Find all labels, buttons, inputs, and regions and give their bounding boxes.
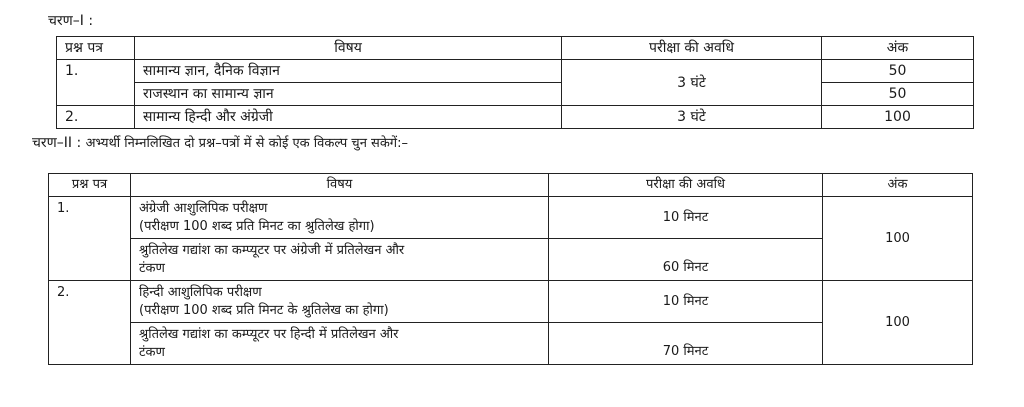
subject-line: श्रुतिलेख गद्यांश का कम्प्यूटर पर हिन्दी में प्रतिलेखन और bbox=[139, 326, 399, 342]
column-header-paper: प्रश्न पत्र bbox=[57, 37, 135, 60]
subject-line: श्रुतिलेख गद्यांश का कम्प्यूटर पर अंग्रेजी में प्रतिलेखन और bbox=[139, 242, 405, 258]
column-header-marks: अंक bbox=[823, 174, 973, 197]
paper-number: 1. bbox=[57, 60, 135, 106]
column-header-duration: परीक्षा की अवधि bbox=[549, 174, 823, 197]
duration-cell: 70 मिनट bbox=[549, 323, 823, 365]
paper-number: 2. bbox=[57, 106, 135, 129]
column-header-duration: परीक्षा की अवधि bbox=[562, 37, 822, 60]
column-header-subject: विषय bbox=[131, 174, 549, 197]
subject-line: टंकण bbox=[139, 344, 165, 360]
marks-cell: 100 bbox=[822, 106, 974, 129]
stage2-table bbox=[48, 173, 973, 365]
table-row bbox=[57, 60, 974, 83]
marks-cell: 100 bbox=[823, 281, 973, 365]
marks-cell: 50 bbox=[822, 83, 974, 106]
subject-cell bbox=[131, 239, 549, 281]
table-row bbox=[57, 83, 974, 106]
subject-cell: सामान्य हिन्दी और अंग्रेजी bbox=[135, 106, 562, 129]
subject-cell bbox=[131, 323, 549, 365]
stage1-heading: चरण–I : bbox=[48, 13, 94, 29]
subject-line: अंग्रेजी आशुलिपिक परीक्षण bbox=[139, 200, 268, 216]
paper-number: 2. bbox=[49, 281, 131, 365]
duration-cell: 3 घंटे bbox=[562, 60, 822, 106]
column-header-marks: अंक bbox=[822, 37, 974, 60]
subject-line: टंकण bbox=[139, 260, 165, 276]
subject-line: हिन्दी आशुलिपिक परीक्षण bbox=[139, 284, 262, 300]
marks-cell: 50 bbox=[822, 60, 974, 83]
stage2-heading bbox=[32, 134, 408, 153]
stage2-label: चरण–II : bbox=[32, 135, 82, 151]
stage1-table bbox=[56, 36, 974, 129]
subject-cell bbox=[131, 281, 549, 323]
duration-cell: 60 मिनट bbox=[549, 239, 823, 281]
subject-line: (परीक्षण 100 शब्द प्रति मिनट का श्रुतिलेख होगा) bbox=[139, 218, 375, 234]
subject-cell: राजस्थान का सामान्य ज्ञान bbox=[135, 83, 562, 106]
table-header-row bbox=[49, 174, 973, 197]
table-row bbox=[49, 197, 973, 239]
duration-cell: 10 मिनट bbox=[549, 281, 823, 323]
subject-cell bbox=[131, 197, 549, 239]
column-header-paper: प्रश्न पत्र bbox=[49, 174, 131, 197]
duration-cell: 3 घंटे bbox=[562, 106, 822, 129]
paper-number: 1. bbox=[49, 197, 131, 281]
stage2-instruction: अभ्यर्थी निम्नलिखित दो प्रश्न–पत्रों में से कोई एक विकल्प चुन सकेगें:– bbox=[85, 136, 409, 151]
duration-cell: 10 मिनट bbox=[549, 197, 823, 239]
subject-line: (परीक्षण 100 शब्द प्रति मिनट के श्रुतिलेख का होगा) bbox=[139, 302, 389, 318]
marks-cell: 100 bbox=[823, 197, 973, 281]
column-header-subject: विषय bbox=[135, 37, 562, 60]
table-row bbox=[57, 106, 974, 129]
table-row bbox=[49, 281, 973, 323]
subject-cell: सामान्य ज्ञान, दैनिक विज्ञान bbox=[135, 60, 562, 83]
table-header-row bbox=[57, 37, 974, 60]
